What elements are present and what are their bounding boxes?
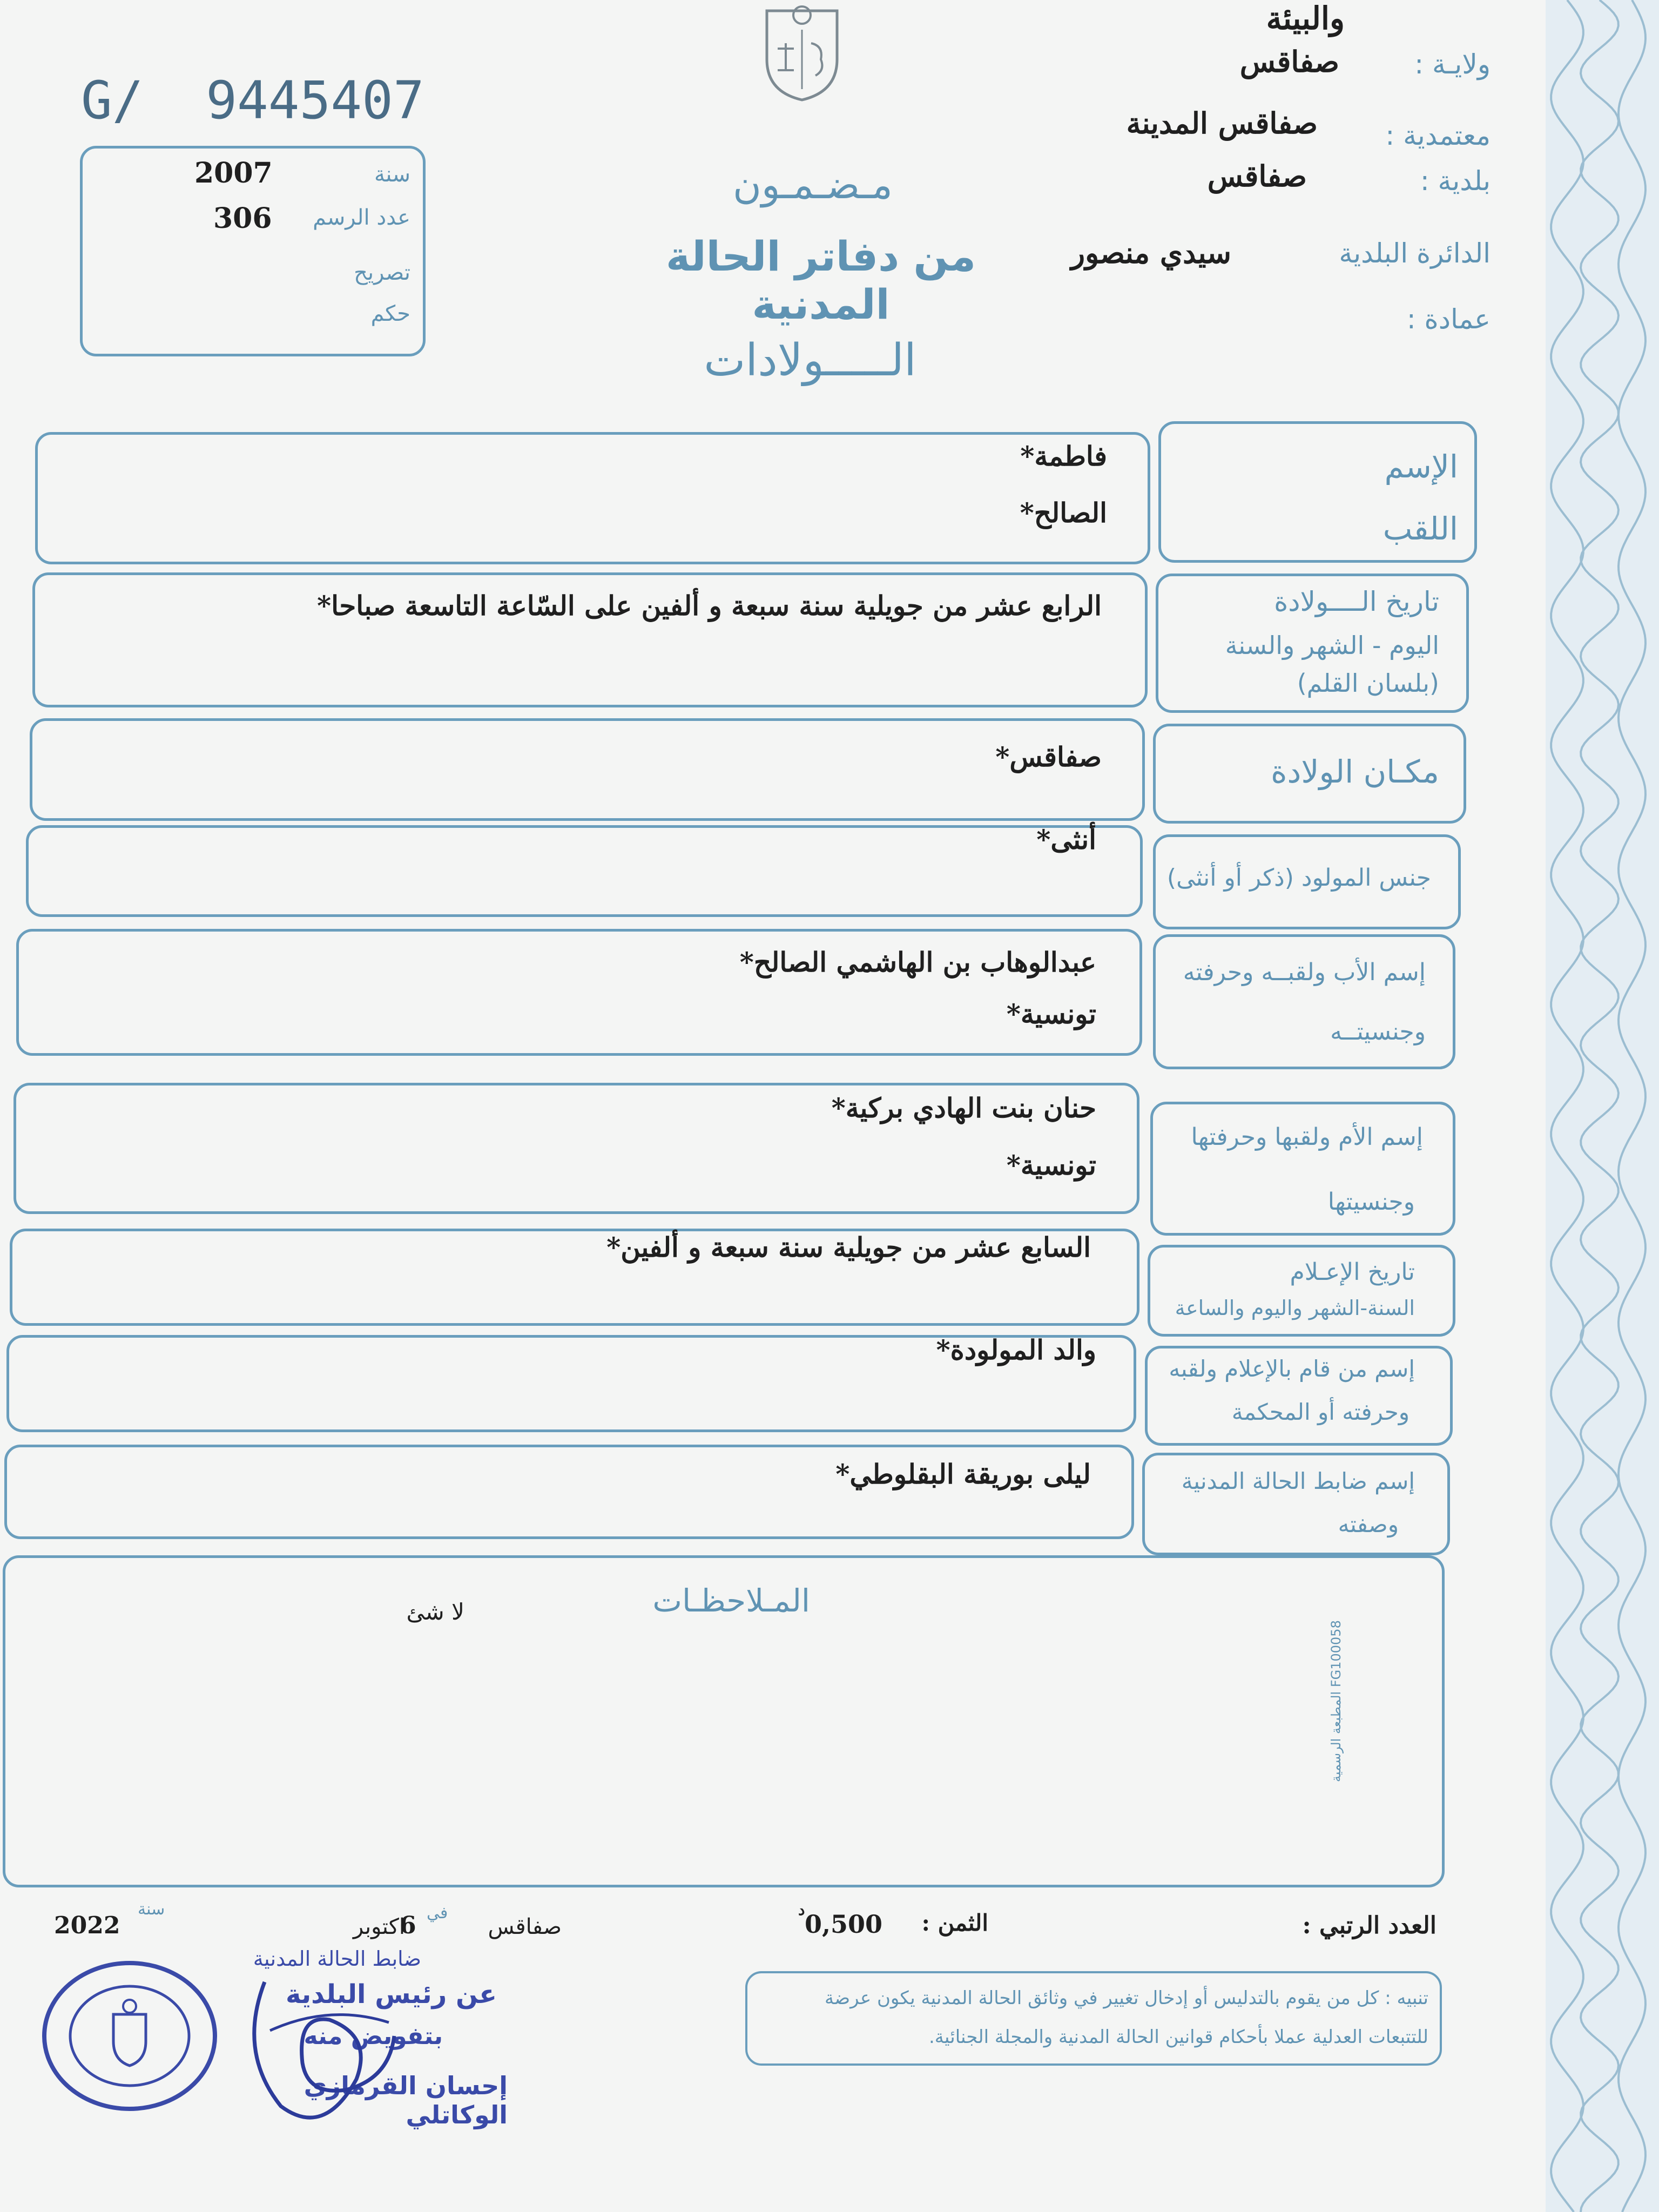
number-label: عدد الرسم — [313, 205, 410, 230]
coat-of-arms-icon — [761, 0, 842, 103]
warning-line-2: للتتبعات العدلية عملا بأحكام قوانين الحالة المدنية والمجلة الجنائية. — [928, 2026, 1428, 2048]
declarant-label-1: إسم من قام بالإعلام ولقبه — [1169, 1355, 1415, 1382]
sex-label: جنس المولود (ذكر أو أنثى) — [1166, 864, 1431, 892]
birth-date-label-3: (بلسان القلم) — [1297, 669, 1439, 698]
official-seal — [38, 1955, 221, 2117]
signature — [232, 1971, 416, 2133]
mother-label-1: إسم الأم ولقبها وحرفتها — [1191, 1123, 1423, 1151]
father-label-2: وجنسيتــه — [1330, 1018, 1426, 1046]
father-value-1: عبدالوهاب بن الهاشمي الصالح* — [739, 946, 1096, 978]
birth-date-value: الرابع عشر من جويلية سنة سبعة و ألفين على السّاعة التاسعة صباحا* — [316, 590, 1102, 622]
stamp-line-1: ضابط الحالة المدنية — [253, 1947, 421, 1971]
title-line2: من دفاتر الحالة المدنية — [665, 232, 976, 328]
officer-label-2: وصفته — [1338, 1511, 1399, 1537]
motamadiya-value: صفاقس المدينة — [1126, 106, 1318, 140]
stamp-line-4: إحسان القرمازي الوكاتلي — [304, 2071, 508, 2129]
price-label: الثمن : — [921, 1910, 988, 1936]
wilaya-label: ولايـة : — [1414, 49, 1491, 80]
surname-label: اللقب — [1382, 510, 1458, 547]
surname-value: الصالح* — [1020, 497, 1107, 529]
declarant-value: والد المولودة* — [936, 1334, 1096, 1366]
notes-value: لا شئ — [406, 1599, 464, 1625]
printer-mark: المطبعة الرسمية FG100058 — [1328, 1620, 1344, 1782]
birth-date-label-2: اليوم - الشهر والسنة — [1225, 631, 1439, 660]
serial-label: العدد الرتبي : — [1302, 1912, 1437, 1939]
birth-place-label: مكـان الولادة — [1271, 753, 1439, 790]
birth-date-label-1: تاريخ الــــولادة — [1274, 586, 1439, 617]
declarant-label-2: وحرفته أو المحكمة — [1231, 1399, 1410, 1425]
declaration-label: تصريح — [354, 260, 410, 285]
footer-day: 6 — [400, 1912, 416, 1939]
father-label-box — [1153, 934, 1455, 1069]
warning-line-1: تنبيه : كل من يقوم بالتدليس أو إدخال تغيير في وثائق الحالة المدنية يكون عرضة — [825, 1987, 1428, 2009]
daira-value: سيدي منصور — [1071, 235, 1231, 270]
footer-year: 2022 — [54, 1912, 120, 1939]
footer-fi: في — [427, 1904, 448, 1923]
officer-value: ليلى بوريقة البقلوطي* — [835, 1458, 1091, 1490]
baladiya-label: بلدية : — [1420, 165, 1491, 197]
declaration-date-label-1: تاريخ الإعـلام — [1290, 1258, 1415, 1286]
year-value: 2007 — [194, 157, 273, 190]
father-label-1: إسم الأب ولقبــه وحرفته — [1183, 959, 1426, 986]
officer-label-1: إسم ضابط الحالة المدنية — [1181, 1468, 1415, 1494]
name-value: فاطمة* — [1020, 440, 1107, 472]
footer-month: اكتوبر — [353, 1914, 405, 1939]
father-value-2: تونسية* — [1006, 998, 1096, 1030]
baladiya-value: صفاقس — [1207, 159, 1307, 193]
guilloche-border — [1546, 0, 1659, 2212]
mother-value-2: تونسية* — [1006, 1149, 1096, 1181]
declaration-date-value: السابع عشر من جويلية سنة سبعة و ألفين* — [606, 1231, 1091, 1263]
number-value: 306 — [213, 202, 272, 235]
birth-place-value: صفاقس* — [995, 741, 1102, 773]
imada-label: عمادة : — [1406, 304, 1491, 335]
title-line1: مـضـمـون — [733, 162, 893, 207]
motamadiya-label: معتمدية : — [1385, 120, 1491, 151]
footer-place: صفاقس — [488, 1914, 562, 1939]
warning-box — [745, 1971, 1442, 2066]
mother-value-1: حنان بنت الهادي بركية* — [831, 1092, 1096, 1124]
daira-label: الدائرة البلدية — [1339, 238, 1491, 269]
notes-title: المـلاحظـات — [652, 1582, 810, 1619]
year-label: سنة — [374, 162, 410, 187]
mother-label-2: وجنسيتها — [1327, 1188, 1415, 1216]
sex-value: أنثى* — [1036, 824, 1096, 855]
name-label: الإسم — [1384, 448, 1458, 485]
wilaya-value: صفاقس — [1239, 44, 1339, 79]
serial-number: G/ 9445407 — [81, 70, 424, 131]
footer-year-label: سنة — [138, 1900, 165, 1919]
declaration-date-label-2: السنة-الشهر واليوم والساعة — [1175, 1296, 1415, 1320]
price-value: 0,500 — [805, 1910, 883, 1939]
ministry-line: والبيئة — [1266, 0, 1345, 37]
stamp-line-2: عن رئيس البلدية — [285, 1979, 497, 2009]
price-unit: د — [798, 1901, 805, 1919]
stamp-line-3: بتفويض منه — [304, 2022, 443, 2050]
section-title: الـــــولادات — [704, 335, 916, 386]
judgment-label: حكم — [370, 301, 410, 326]
